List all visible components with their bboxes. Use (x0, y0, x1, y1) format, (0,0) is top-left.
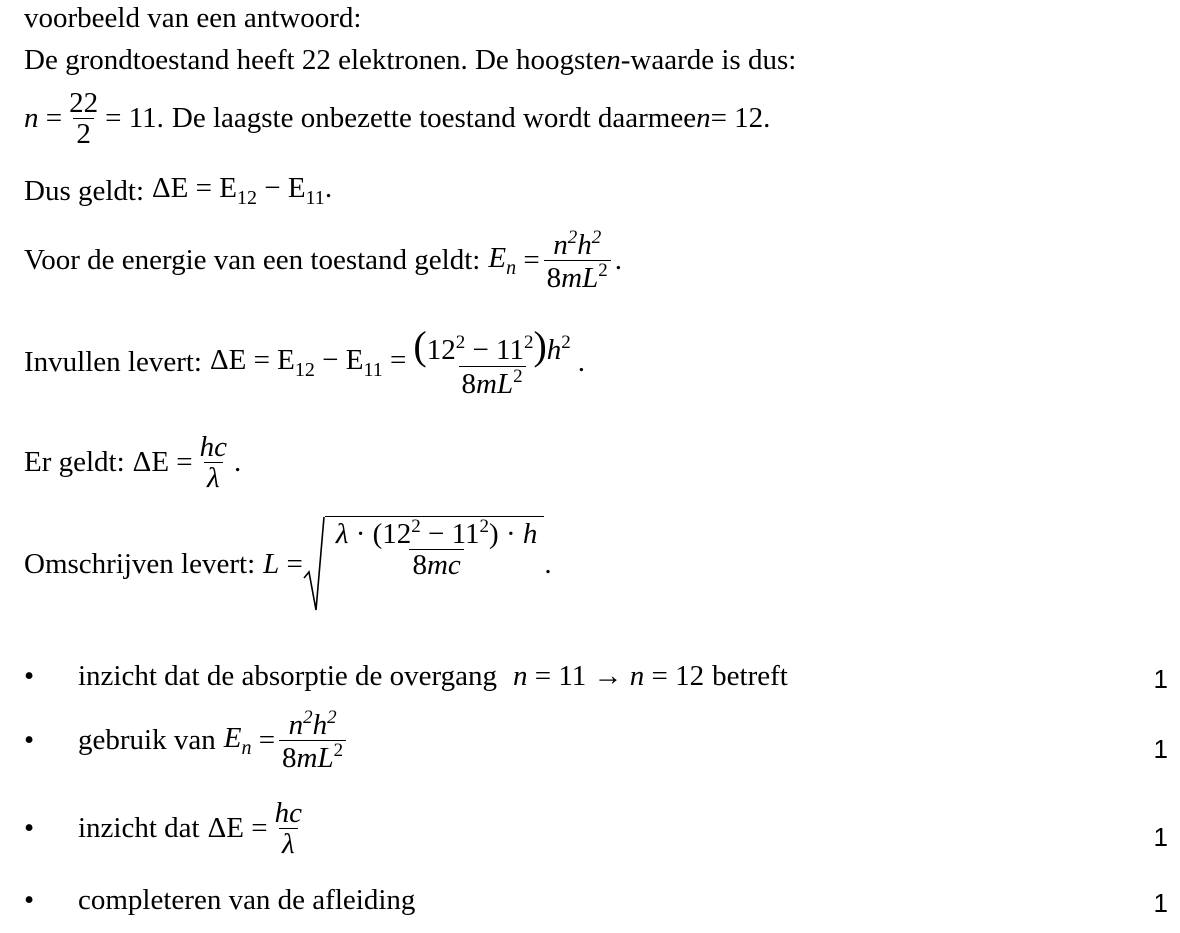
var-n-2: n (696, 102, 711, 135)
omschrijven-line (24, 516, 552, 612)
hc-num: hc (274, 797, 302, 829)
equals-sign: = (38, 102, 63, 135)
intro-line: voorbeeld van een antwoord: (24, 2, 362, 34)
lambda-den: λ (279, 828, 298, 859)
e-n-symbol: $E_n$ (488, 241, 517, 279)
energy-fraction (279, 708, 346, 774)
sqrt-expression (303, 516, 545, 612)
delta-e: ΔE = (207, 812, 268, 845)
transition-formula: n = 11 → n = 12 (513, 660, 705, 692)
criterion-2 (24, 708, 350, 774)
delta-e: ΔE = (132, 446, 193, 479)
criterion-2-points: 1 (1153, 734, 1168, 764)
energy-den: $8mL^2$ (279, 740, 346, 773)
p1-text: De grondtoestand heeft 22 elektronen. De hoogste (24, 44, 607, 76)
invullen-num: $(12^2 - 11^2)h^2$ (413, 323, 571, 368)
n-equals-line (24, 88, 770, 150)
energy-label: Voor de energie van een toestand geldt: (24, 244, 481, 277)
criterion-1-points: 1 (1153, 664, 1168, 694)
var-l: L (263, 547, 280, 580)
criterion-after: betreft (712, 660, 788, 692)
equals-sign: = (516, 244, 540, 277)
energy-num: $n^2h^2$ (288, 707, 337, 741)
hc-over-lambda (197, 432, 230, 494)
hc-num: hc (199, 431, 228, 463)
energy-num: $n^2h^2$ (553, 227, 602, 261)
criterion-4-points: 1 (1153, 888, 1168, 918)
equals-sign: = (251, 724, 276, 757)
omschrijven-fraction (333, 517, 541, 581)
fraction-22-over-2 (66, 88, 101, 150)
frac-den: 2 (73, 118, 94, 149)
criterion-1 (24, 660, 788, 693)
var-n: n (24, 102, 39, 135)
result-11: = 11. (105, 102, 164, 135)
lambda-den: λ (204, 462, 223, 493)
omschrijven-num: $\lambda \cdot (12^2 - 11^2) \cdot h$ (335, 516, 538, 550)
invullen-label: Invullen levert: (24, 346, 202, 379)
dus-geldt-line (24, 172, 332, 210)
invullen-den: $8mL^2$ (459, 366, 526, 399)
omschrijven-den: 8mc (409, 549, 463, 580)
bullet: • (24, 812, 35, 845)
criterion-text: completeren van de afleiding (78, 884, 416, 916)
n-12: = 12. (710, 102, 771, 135)
bullet: • (24, 724, 35, 757)
omschrijven-label: Omschrijven levert: (24, 547, 256, 580)
invullen-fraction (410, 323, 573, 400)
energy-den: $8mL^2$ (544, 260, 611, 293)
criterion-text: gebruik van (78, 724, 216, 757)
period: . (614, 244, 622, 277)
criterion-4 (24, 884, 415, 917)
delta-e-expr: $\Delta E = E_{12} - E_{11}$ = (209, 343, 407, 381)
p1-n: n (606, 44, 621, 76)
dus-label: Dus geldt: (24, 174, 145, 207)
equals-sign: = (279, 547, 303, 580)
criterion-text: inzicht dat (78, 812, 200, 845)
bullet: • (24, 660, 35, 692)
energy-line (24, 228, 622, 294)
radical-sign (303, 516, 325, 612)
criterion-3 (24, 798, 309, 860)
frac-num: 22 (69, 87, 99, 119)
bullet: • (24, 884, 35, 916)
hc-over-lambda (272, 798, 305, 860)
er-geldt-line (24, 432, 241, 494)
er-label: Er geldt: (24, 446, 125, 479)
criterion-text: inzicht dat de absorptie de overgang (78, 660, 498, 692)
energy-fraction (544, 228, 611, 294)
delta-e-formula: $\Delta E = E_{12} - E_{11}$. (152, 172, 333, 209)
period: . (577, 346, 586, 379)
period: . (544, 547, 552, 580)
period: . (234, 446, 242, 479)
invullen-line (24, 323, 586, 400)
paragraph-electrons (24, 44, 796, 77)
p1-end: -waarde is dus: (620, 44, 797, 76)
e-n-symbol: $E_n$ (223, 721, 252, 759)
sqrt-content (325, 516, 545, 612)
criterion-3-points: 1 (1153, 822, 1168, 852)
lowest-state-text: De laagste onbezette toestand wordt daarmee (171, 102, 697, 135)
